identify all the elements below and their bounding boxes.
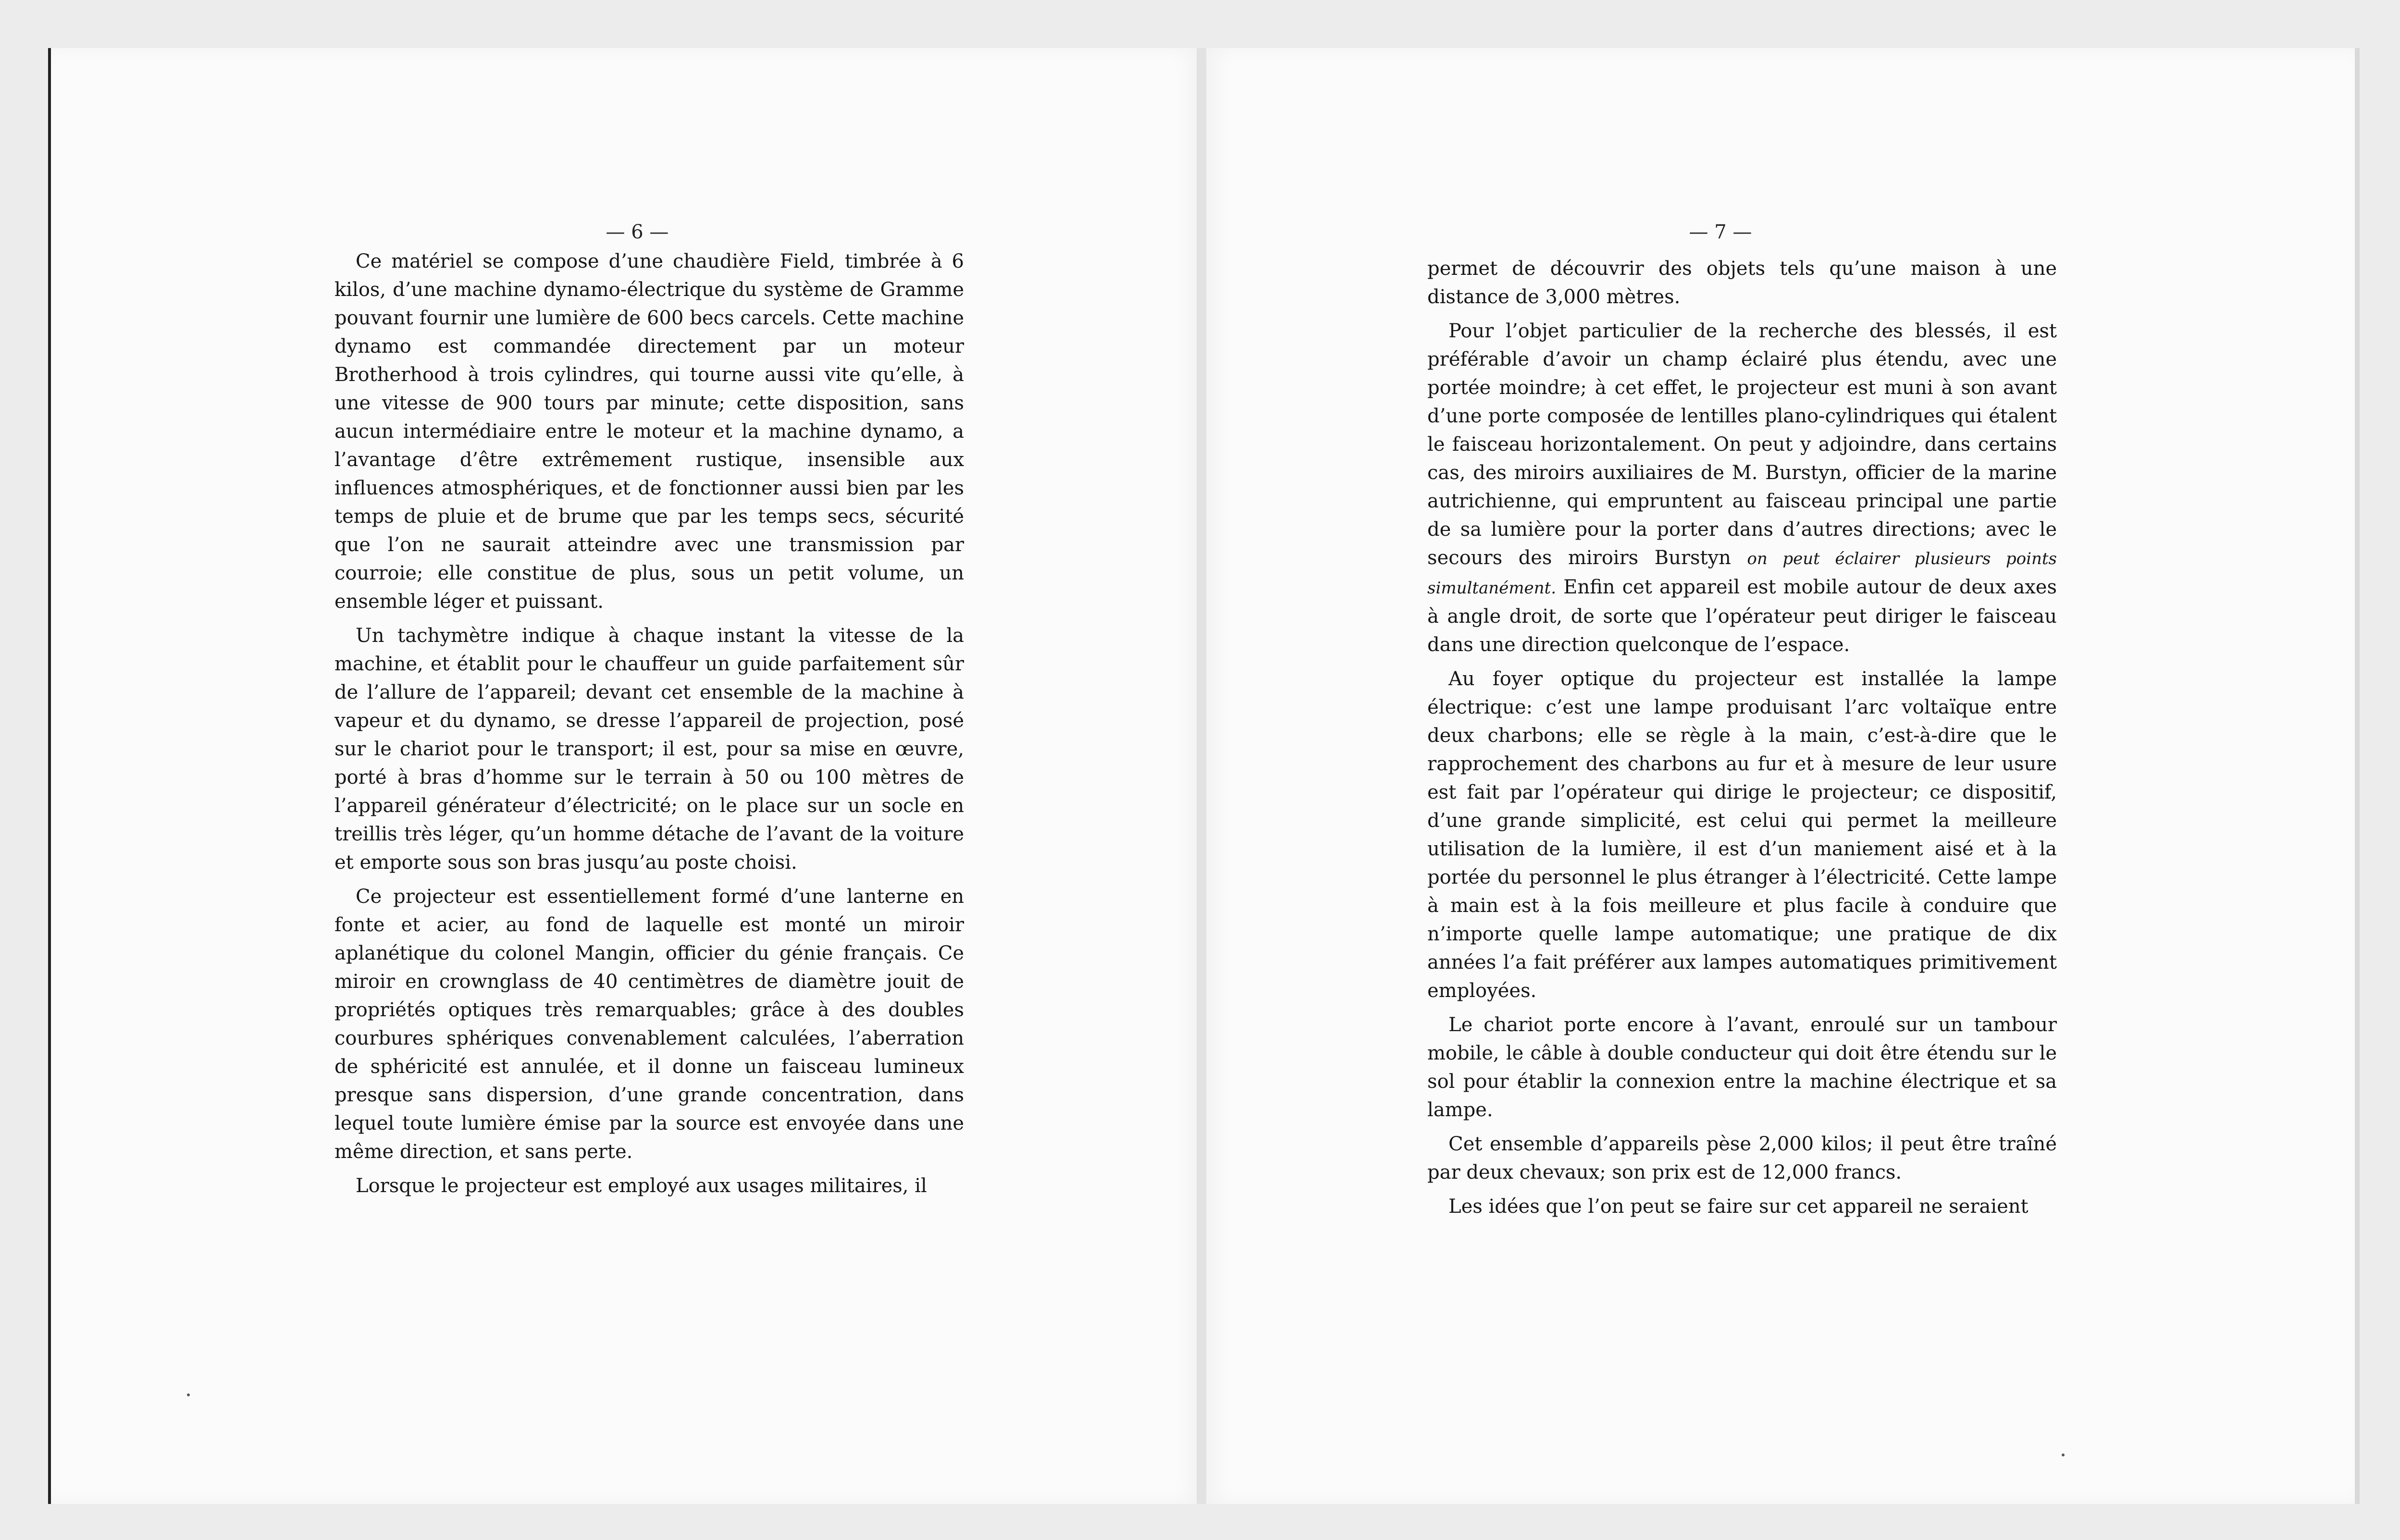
paragraph: Cet ensemble d’appareils pèse 2,000 kilos; il peut être traîné par deux chevaux; son prix est de 12,000 francs. — [1427, 1133, 2057, 1183]
paragraph: Au foyer optique du projecteur est installée la lampe électrique: c’est une lampe produisant l’arc voltaïque entre deux charbons; elle se règle à la main, c’est-à-dire que le rapprochement des charbons au fur et à mesure de leur usure est fait par l’opérateur qui dirige le projecteur; ce dispositif, d’une grande simplicité, est celui qui permet la meilleure utilisation de la lumière, il est d’un maniement aisé et à la portée du personnel le plus étranger à l’électricité. Cette lampe à main est à la fois meilleure et plus facile à conduire que n’importe quelle lampe automatique; une pratique de dix années l’a fait préférer aux lampes automatiques primitivement employées. — [1427, 668, 2057, 1002]
paragraph-text: Enfin cet appareil est mobile autour de deux axes à angle droit, de sorte que l’opérateur peut diriger le faisceau dans une direction quelconque de l’espace. — [1427, 576, 2057, 656]
book-spread — [48, 48, 2355, 1504]
paragraph: Ce projecteur est essentiellement formé d’une lanterne en fonte et acier, au fond de laquelle est monté un miroir aplanétique du colonel Mangin, officier du génie français. Ce miroir en crownglass de 40 centimètres de diamètre jouit de propriétés optiques très remarquables; grâce à des doubles courbures sphériques convenablement calculées, l’aberration de sphéricité est annulée, et il donne un faisceau lumineux presque sans dispersion, d’une grande concentration, dans lequel toute lumière émise par la source est envoyée dans une même direction, et sans perte. — [334, 886, 964, 1163]
paragraph: Ce matériel se compose d’une chaudière Field, timbrée à 6 kilos, d’une machine dynamo-électrique du système de Gramme pouvant fournir une lumière de 600 becs carcels. Cette machine dynamo est commandée directement par un moteur Brotherhood à trois cylindres, qui tourne aussi vite qu’elle, à une vitesse de 900 tours par minute; cette disposition, sans aucun intermédiaire entre le moteur et la machine dynamo, a l’avantage d’être extrêmement rustique, insensible aux influences atmosphériques, et de fonctionner aussi bien par les temps de pluie et de brume que par les temps secs, sécurité que l’on ne saurait atteindre avec une transmission par courroie; elle constitue de plus, sous un petit volume, un ensemble léger et puissant. — [334, 250, 964, 613]
paragraph: Les idées que l’on peut se faire sur cet appareil ne seraient — [1448, 1195, 2029, 1218]
paragraph — [1427, 317, 2057, 659]
italic-phrase: on peut éclairer plusieurs points simultanément. — [1427, 549, 2057, 598]
left-page-text — [334, 247, 964, 1206]
paragraph-text: Pour l’objet particulier de la recherche des blessés, il est préférable d’avoir un champ éclairé plus étendu, avec une portée moindre; à cet effet, le projecteur est muni à son avant d’une porte composée de lentilles plano-cylindriques qui étalent le faisceau horizontalement. On peut y adjoindre, dans certains cas, des miroirs auxiliaires de M. Burstyn, officier de la marine autrichienne, qui empruntent au faisceau principal une partie de sa lumière pour la porter dans d’autres directions; avec le secours des miroirs Burstyn — [1427, 320, 2057, 569]
left-page — [48, 48, 1200, 1504]
paragraph: Lorsque le projecteur est employé aux usages militaires, il — [356, 1175, 927, 1197]
paragraph: permet de découvrir des objets tels qu’une maison à une distance de 3,000 mètres. — [1427, 258, 2057, 308]
right-page — [1206, 48, 2360, 1504]
paper-speck — [2062, 1454, 2065, 1456]
paper-speck — [187, 1393, 190, 1396]
paragraph: Un tachymètre indique à chaque instant la vitesse de la machine, et établit pour le chauffeur un guide parfaitement sûr de l’allure de l’appareil; devant cet ensemble de la machine à vapeur et du dynamo, se dresse l’appareil de projection, posé sur le chariot pour le transport; il est, pour sa mise en œuvre, porté à bras d’homme sur le terrain à 50 ou 100 mètres de l’appareil générateur d’électricité; on le place sur un socle en treillis très léger, qu’un homme détache de l’avant de la voiture et emporte sous son bras jusqu’au poste choisi. — [334, 625, 964, 874]
page-number-right: — 7 — — [1689, 221, 1752, 243]
book-gutter — [1197, 48, 1206, 1504]
paragraph: Le chariot porte encore à l’avant, enroulé sur un tambour mobile, le câble à double conducteur qui doit être étendu sur le sol pour établir la connexion entre la machine électrique et sa lampe. — [1427, 1014, 2057, 1121]
right-page-text — [1427, 255, 2057, 1227]
page-number-left: — 6 — — [606, 221, 669, 243]
